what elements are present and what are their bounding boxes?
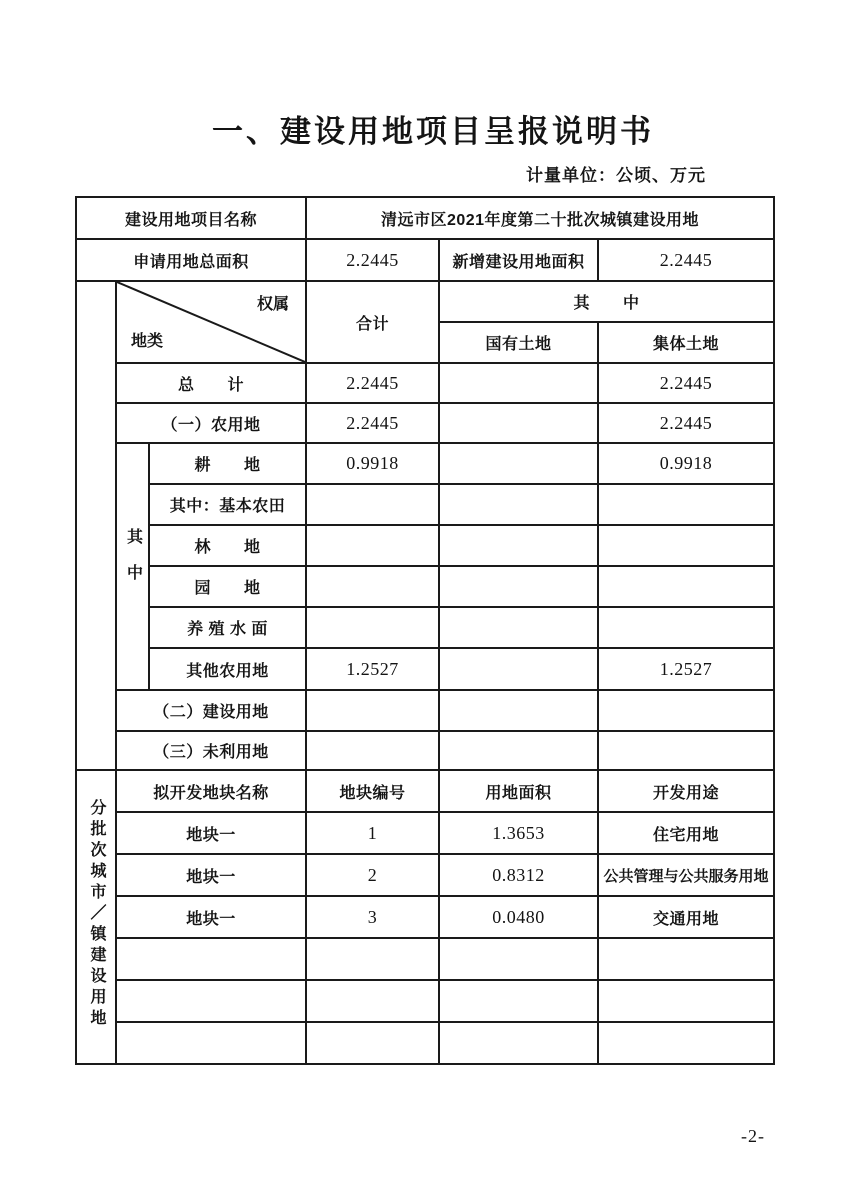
table-row bbox=[76, 239, 774, 281]
landtype-corner-label: 地类 bbox=[131, 333, 164, 350]
parcel-section-side-label-cell bbox=[76, 770, 116, 1064]
table-row bbox=[76, 566, 774, 607]
table-row bbox=[76, 938, 774, 980]
diagonal-header-cell bbox=[116, 281, 306, 363]
land-state-cell bbox=[439, 525, 598, 566]
table-row bbox=[76, 731, 774, 770]
unit-of-measure-note: 计量单位：公顷、万元 bbox=[526, 166, 706, 185]
project-name-label: 建设用地项目名称 bbox=[76, 197, 306, 239]
among-col-header: 其 中 bbox=[439, 281, 774, 322]
collective-land-col-header: 集体土地 bbox=[598, 322, 774, 363]
land-row-label: 其中：基本农田 bbox=[149, 484, 306, 525]
parcel-name-cell: 地块一 bbox=[116, 854, 306, 896]
table-row bbox=[76, 854, 774, 896]
parcel-area-cell: 0.8312 bbox=[439, 854, 598, 896]
parcel-name-cell: 地块一 bbox=[116, 812, 306, 854]
page-number: -2- bbox=[741, 1126, 765, 1146]
parcel-area-cell: 0.0480 bbox=[439, 896, 598, 938]
table-row bbox=[76, 607, 774, 648]
parcel-area-cell bbox=[439, 1022, 598, 1064]
parcel-area-cell bbox=[439, 980, 598, 1022]
table-row bbox=[76, 197, 774, 239]
land-total-cell: 0.9918 bbox=[306, 443, 439, 484]
land-row-label: 其他农用地 bbox=[149, 648, 306, 690]
land-total-cell bbox=[306, 566, 439, 607]
parcel-area-header: 用地面积 bbox=[439, 770, 598, 812]
parcel-use-cell: 公共管理与公共服务用地 bbox=[598, 854, 774, 896]
table-row bbox=[76, 896, 774, 938]
land-row-label: （一）农用地 bbox=[116, 403, 306, 443]
table-row bbox=[76, 484, 774, 525]
land-row-label: 耕 地 bbox=[149, 443, 306, 484]
land-row-label: 总 计 bbox=[116, 363, 306, 403]
parcel-no-cell bbox=[306, 938, 439, 980]
parcel-no-cell: 1 bbox=[306, 812, 439, 854]
land-total-cell bbox=[306, 484, 439, 525]
land-row-label: （二）建设用地 bbox=[116, 690, 306, 731]
land-total-cell bbox=[306, 607, 439, 648]
total-area-value: 2.2445 bbox=[306, 239, 439, 281]
table-row bbox=[76, 443, 774, 484]
table-row bbox=[76, 770, 774, 812]
land-state-cell bbox=[439, 731, 598, 770]
state-land-col-header: 国有土地 bbox=[439, 322, 598, 363]
land-row-label: 园 地 bbox=[149, 566, 306, 607]
new-area-value: 2.2445 bbox=[598, 239, 774, 281]
land-collective-cell: 0.9918 bbox=[598, 443, 774, 484]
land-collective-cell bbox=[598, 731, 774, 770]
parcel-name-cell bbox=[116, 1022, 306, 1064]
parcel-use-cell: 交通用地 bbox=[598, 896, 774, 938]
parcel-use-cell bbox=[598, 980, 774, 1022]
land-state-cell bbox=[439, 607, 598, 648]
land-collective-cell bbox=[598, 525, 774, 566]
parcel-use-cell bbox=[598, 1022, 774, 1064]
table-row bbox=[76, 980, 774, 1022]
land-row-label: 林 地 bbox=[149, 525, 306, 566]
ownership-corner-label: 权属 bbox=[256, 296, 289, 313]
land-state-cell bbox=[439, 690, 598, 731]
land-total-cell bbox=[306, 690, 439, 731]
land-state-cell bbox=[439, 648, 598, 690]
land-state-cell bbox=[439, 443, 598, 484]
table-row bbox=[76, 690, 774, 731]
table-row bbox=[76, 525, 774, 566]
parcel-name-cell bbox=[116, 980, 306, 1022]
land-state-cell bbox=[439, 403, 598, 443]
table-row bbox=[76, 812, 774, 854]
land-collective-cell: 2.2445 bbox=[598, 403, 774, 443]
land-total-cell: 2.2445 bbox=[306, 403, 439, 443]
parcel-no-header: 地块编号 bbox=[306, 770, 439, 812]
total-col-header: 合计 bbox=[306, 281, 439, 363]
land-collective-cell bbox=[598, 566, 774, 607]
land-collective-cell: 1.2527 bbox=[598, 648, 774, 690]
left-spacer-cell bbox=[76, 281, 116, 770]
table-row bbox=[76, 648, 774, 690]
parcel-area-cell bbox=[439, 938, 598, 980]
parcel-no-cell bbox=[306, 980, 439, 1022]
parcel-no-cell: 3 bbox=[306, 896, 439, 938]
land-state-cell bbox=[439, 566, 598, 607]
land-report-table bbox=[75, 196, 775, 1065]
new-area-label: 新增建设用地面积 bbox=[439, 239, 598, 281]
parcel-use-header: 开发用途 bbox=[598, 770, 774, 812]
table-row bbox=[76, 1022, 774, 1064]
land-total-cell bbox=[306, 525, 439, 566]
project-name-value: 清远市区2021年度第二十批次城镇建设用地 bbox=[306, 197, 774, 239]
land-collective-cell bbox=[598, 484, 774, 525]
land-collective-cell: 2.2445 bbox=[598, 363, 774, 403]
land-state-cell bbox=[439, 363, 598, 403]
land-collective-cell bbox=[598, 607, 774, 648]
land-total-cell bbox=[306, 731, 439, 770]
land-row-label: （三）未利用地 bbox=[116, 731, 306, 770]
parcel-no-cell bbox=[306, 1022, 439, 1064]
parcel-area-cell: 1.3653 bbox=[439, 812, 598, 854]
parcel-name-cell bbox=[116, 938, 306, 980]
land-state-cell bbox=[439, 484, 598, 525]
among-side-label: 其中 bbox=[124, 528, 142, 600]
parcel-use-cell bbox=[598, 938, 774, 980]
table-row bbox=[76, 363, 774, 403]
table-row bbox=[76, 281, 774, 322]
among-side-label-cell bbox=[116, 443, 149, 690]
parcel-name-cell: 地块一 bbox=[116, 896, 306, 938]
table-row bbox=[76, 403, 774, 443]
page-title: 一、建设用地项目呈报说明书 bbox=[212, 114, 654, 149]
total-area-label: 申请用地总面积 bbox=[76, 239, 306, 281]
parcel-name-header: 拟开发地块名称 bbox=[116, 770, 306, 812]
parcel-section-side-label: 分批次城市／镇建设用地 bbox=[88, 799, 105, 1030]
land-total-cell: 2.2445 bbox=[306, 363, 439, 403]
parcel-use-cell: 住宅用地 bbox=[598, 812, 774, 854]
land-total-cell: 1.2527 bbox=[306, 648, 439, 690]
land-row-label: 养 殖 水 面 bbox=[149, 607, 306, 648]
parcel-no-cell: 2 bbox=[306, 854, 439, 896]
land-collective-cell bbox=[598, 690, 774, 731]
diagonal-box bbox=[117, 282, 305, 362]
